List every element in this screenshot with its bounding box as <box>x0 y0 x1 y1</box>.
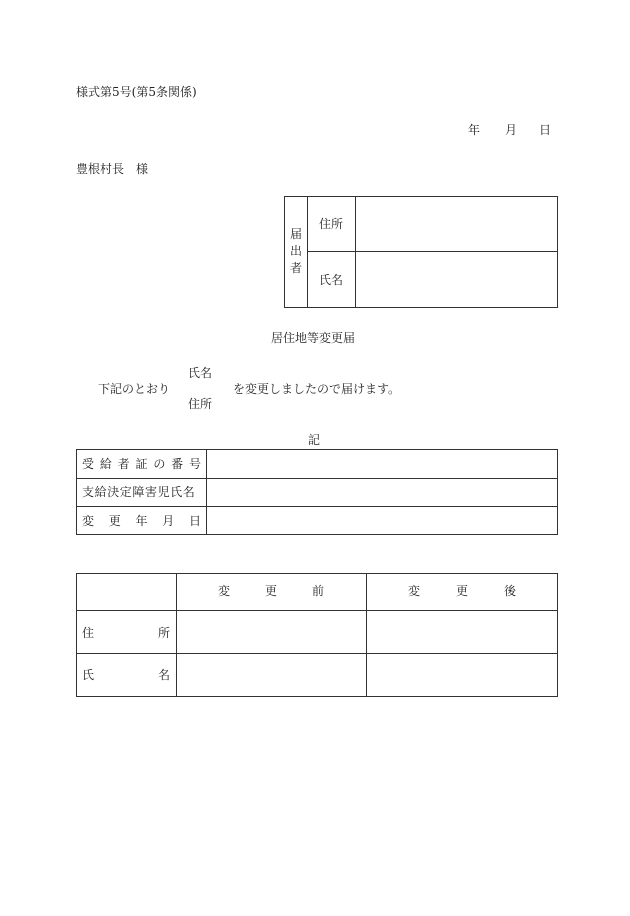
label-char: 所 <box>157 626 170 640</box>
label-char: 氏 <box>82 668 95 682</box>
recipient-cert-number-label <box>82 457 201 471</box>
label-char: 更 <box>108 514 121 528</box>
header-char: 後 <box>503 584 516 598</box>
applicant-name-field[interactable] <box>357 253 556 306</box>
header-char: 変 <box>218 584 231 598</box>
applicant-divider <box>307 196 308 308</box>
label-char: 番 <box>171 457 184 471</box>
header-char: 更 <box>455 584 468 598</box>
applicant-side-label <box>290 226 302 277</box>
address-after-field[interactable] <box>368 612 556 652</box>
address-before-field[interactable] <box>178 612 365 652</box>
header-char: 前 <box>311 584 324 598</box>
applicant-name-label: 氏名 <box>319 273 344 287</box>
label-char: 月 <box>162 514 175 528</box>
applicant-divider <box>355 196 356 308</box>
disabled-child-name-label: 支給決定障害児氏名 <box>82 485 196 499</box>
applicant-address-label: 住所 <box>319 217 344 231</box>
addressee: 豊根村長 様 <box>76 162 149 176</box>
date-month-label: 月 <box>505 123 518 137</box>
body-option-address: 住所 <box>188 397 213 411</box>
recipient-cert-number-field[interactable] <box>208 451 556 477</box>
address-row-label <box>82 626 170 640</box>
header-char: 更 <box>264 584 277 598</box>
label-char: 年 <box>135 514 148 528</box>
name-row-label <box>82 668 170 682</box>
info-table-row-divider <box>76 478 558 479</box>
body-suffix: を変更しましたので届けます。 <box>233 382 401 396</box>
applicant-row-divider <box>307 251 558 252</box>
label-char: 者 <box>117 457 130 471</box>
change-date-label <box>82 514 201 528</box>
change-table-row-divider <box>76 653 558 654</box>
name-before-field[interactable] <box>178 655 365 696</box>
disabled-child-name-field[interactable] <box>208 480 556 505</box>
side-char: 出 <box>290 244 303 258</box>
label-char: の <box>153 457 166 471</box>
label-char: 証 <box>135 457 148 471</box>
ki-label: 記 <box>308 433 321 447</box>
label-char: 住 <box>82 626 95 640</box>
after-header <box>408 584 516 598</box>
applicant-address-field[interactable] <box>357 198 556 250</box>
side-char: 届 <box>290 227 303 241</box>
label-char: 名 <box>157 668 170 682</box>
label-char: 給 <box>99 457 112 471</box>
name-after-field[interactable] <box>368 655 556 696</box>
body-option-name: 氏名 <box>188 366 213 380</box>
label-char: 日 <box>188 514 201 528</box>
date-day-label: 日 <box>539 123 552 137</box>
change-date-field[interactable] <box>208 508 556 534</box>
document-title: 居住地等変更届 <box>271 331 356 345</box>
header-char: 変 <box>408 584 421 598</box>
side-char: 者 <box>290 261 303 275</box>
form-label: 様式第5号(第5条関係) <box>76 85 197 99</box>
label-char: 変 <box>82 514 95 528</box>
label-char: 受 <box>82 457 95 471</box>
info-table-row-divider <box>76 506 558 507</box>
info-table-divider <box>206 449 207 535</box>
change-table-row-divider <box>76 610 558 611</box>
body-prefix: 下記のとおり <box>98 382 171 396</box>
label-char: 号 <box>188 457 201 471</box>
before-header <box>218 584 324 598</box>
change-table-divider <box>366 573 367 697</box>
change-table-divider <box>176 573 177 697</box>
date-year-label: 年 <box>468 123 481 137</box>
